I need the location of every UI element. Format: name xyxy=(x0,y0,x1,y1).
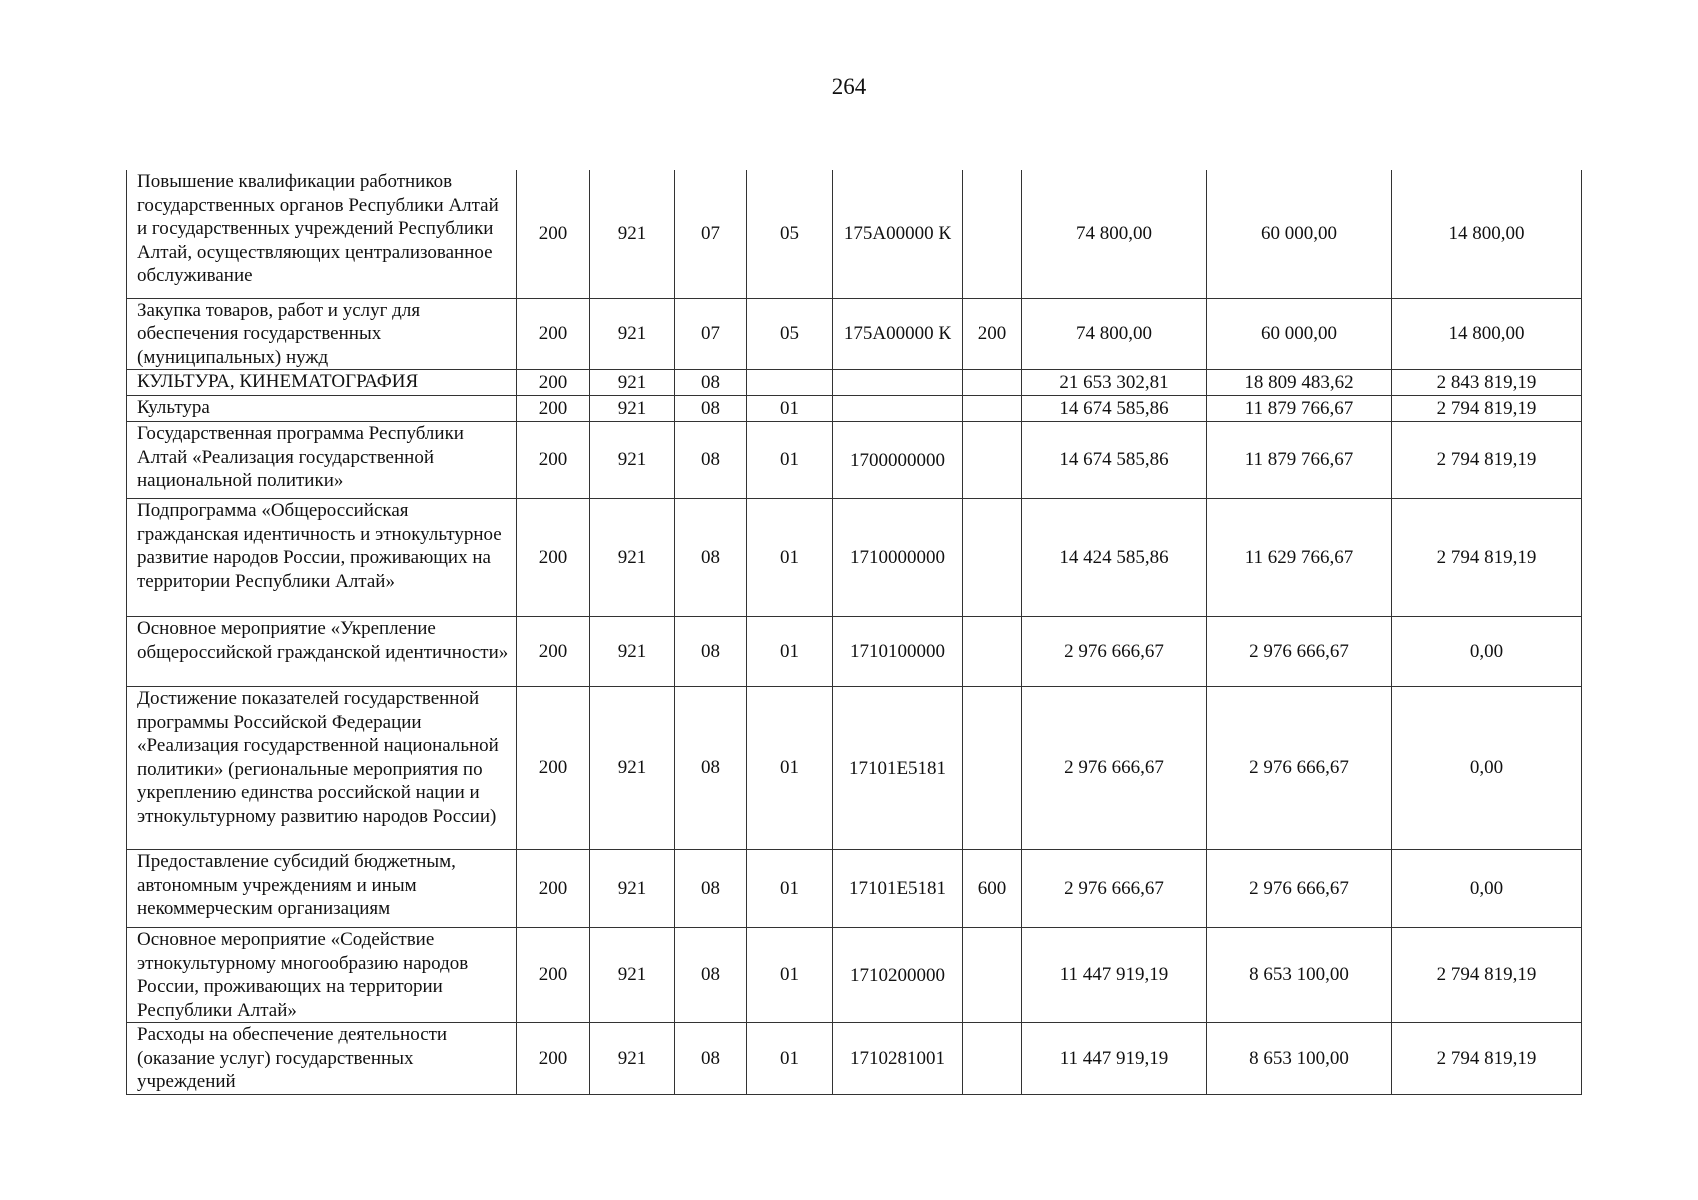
federal-amount: 18 809 483,62 xyxy=(1207,370,1392,396)
total-amount: 14 674 585,86 xyxy=(1022,422,1207,499)
federal-amount: 2 976 666,67 xyxy=(1207,850,1392,928)
table-row xyxy=(127,499,1582,617)
subsection-code: 01 xyxy=(747,928,833,1023)
regional-amount: 2 794 819,19 xyxy=(1392,499,1582,617)
rz-code: 200 xyxy=(517,396,590,422)
target-article-code: 17101E5181 xyxy=(833,687,963,850)
rz-code: 200 xyxy=(517,850,590,928)
total-amount: 14 424 585,86 xyxy=(1022,499,1207,617)
total-amount: 11 447 919,19 xyxy=(1022,1023,1207,1095)
regional-amount: 14 800,00 xyxy=(1392,298,1582,370)
grbs-code: 921 xyxy=(590,422,675,499)
budget-table xyxy=(126,170,1582,1095)
federal-amount: 11 629 766,67 xyxy=(1207,499,1392,617)
total-amount: 11 447 919,19 xyxy=(1022,928,1207,1023)
regional-amount: 2 794 819,19 xyxy=(1392,928,1582,1023)
row-name: Государственная программа Республики Алтай «Реализация государственной национальной политики» xyxy=(127,422,517,499)
grbs-code: 921 xyxy=(590,687,675,850)
expense-type-code: 200 xyxy=(963,298,1022,370)
row-name: Достижение показателей государственной программы Российской Федерации «Реализация государственной национальной политики» (региональные мероприятия по укреплению единства российской нации и этнокультурному развитию народов России) xyxy=(127,687,517,850)
subsection-code xyxy=(747,370,833,396)
section-code: 08 xyxy=(675,422,747,499)
row-name: Предоставление субсидий бюджетным, автономным учреждениям и иным некоммерческим организациям xyxy=(127,850,517,928)
rz-code: 200 xyxy=(517,499,590,617)
subsection-code: 01 xyxy=(747,687,833,850)
row-name: Закупка товаров, работ и услуг для обеспечения государственных (муниципальных) нужд xyxy=(127,298,517,370)
section-code: 08 xyxy=(675,499,747,617)
table-row xyxy=(127,422,1582,499)
rz-code: 200 xyxy=(517,928,590,1023)
subsection-code: 01 xyxy=(747,422,833,499)
regional-amount: 2 794 819,19 xyxy=(1392,422,1582,499)
regional-amount: 2 794 819,19 xyxy=(1392,396,1582,422)
total-amount: 2 976 666,67 xyxy=(1022,850,1207,928)
grbs-code: 921 xyxy=(590,928,675,1023)
target-article-code: 175А00000 К xyxy=(833,298,963,370)
expense-type-code xyxy=(963,617,1022,687)
regional-amount: 0,00 xyxy=(1392,687,1582,850)
section-code: 08 xyxy=(675,370,747,396)
target-article-code: 175А00000 К xyxy=(833,170,963,298)
section-code: 07 xyxy=(675,170,747,298)
federal-amount: 2 976 666,67 xyxy=(1207,617,1392,687)
total-amount: 74 800,00 xyxy=(1022,170,1207,298)
total-amount: 14 674 585,86 xyxy=(1022,396,1207,422)
expense-type-code xyxy=(963,928,1022,1023)
expense-type-code xyxy=(963,396,1022,422)
subsection-code: 01 xyxy=(747,396,833,422)
grbs-code: 921 xyxy=(590,850,675,928)
subsection-code: 05 xyxy=(747,170,833,298)
table-row xyxy=(127,687,1582,850)
section-code: 08 xyxy=(675,687,747,850)
table-row xyxy=(127,928,1582,1023)
total-amount: 2 976 666,67 xyxy=(1022,687,1207,850)
expense-type-code xyxy=(963,687,1022,850)
rz-code: 200 xyxy=(517,617,590,687)
expense-type-code xyxy=(963,370,1022,396)
expense-type-code xyxy=(963,422,1022,499)
total-amount: 74 800,00 xyxy=(1022,298,1207,370)
row-name: Повышение квалификации работников государственных органов Республики Алтай и государственных учреждений Республики Алтай, осуществляющих централизованное обслуживание xyxy=(127,170,517,298)
grbs-code: 921 xyxy=(590,499,675,617)
subsection-code: 01 xyxy=(747,499,833,617)
target-article-code xyxy=(833,396,963,422)
target-article-code: 1710000000 xyxy=(833,499,963,617)
table-row xyxy=(127,170,1582,298)
total-amount: 2 976 666,67 xyxy=(1022,617,1207,687)
federal-amount: 8 653 100,00 xyxy=(1207,928,1392,1023)
grbs-code: 921 xyxy=(590,617,675,687)
expense-type-code xyxy=(963,1023,1022,1095)
rz-code: 200 xyxy=(517,370,590,396)
table-row xyxy=(127,370,1582,396)
federal-amount: 11 879 766,67 xyxy=(1207,422,1392,499)
rz-code: 200 xyxy=(517,422,590,499)
total-amount: 21 653 302,81 xyxy=(1022,370,1207,396)
row-name: Расходы на обеспечение деятельности (оказание услуг) государственных учреждений xyxy=(127,1023,517,1095)
target-article-code xyxy=(833,370,963,396)
grbs-code: 921 xyxy=(590,298,675,370)
section-code: 08 xyxy=(675,850,747,928)
subsection-code: 01 xyxy=(747,1023,833,1095)
regional-amount: 0,00 xyxy=(1392,850,1582,928)
grbs-code: 921 xyxy=(590,370,675,396)
subsection-code: 01 xyxy=(747,850,833,928)
subsection-code: 05 xyxy=(747,298,833,370)
page-number: 264 xyxy=(831,74,867,99)
target-article-code: 1710100000 xyxy=(833,617,963,687)
grbs-code: 921 xyxy=(590,396,675,422)
expense-type-code: 600 xyxy=(963,850,1022,928)
rz-code: 200 xyxy=(517,170,590,298)
rz-code: 200 xyxy=(517,1023,590,1095)
table-row xyxy=(127,298,1582,370)
regional-amount: 0,00 xyxy=(1392,617,1582,687)
rz-code: 200 xyxy=(517,687,590,850)
target-article-code: 1710200000 xyxy=(833,928,963,1023)
table-body xyxy=(127,170,1582,1094)
table-row xyxy=(127,1023,1582,1095)
federal-amount: 60 000,00 xyxy=(1207,298,1392,370)
regional-amount: 2 794 819,19 xyxy=(1392,1023,1582,1095)
grbs-code: 921 xyxy=(590,1023,675,1095)
section-code: 08 xyxy=(675,396,747,422)
table-row xyxy=(127,396,1582,422)
federal-amount: 2 976 666,67 xyxy=(1207,687,1392,850)
section-code: 08 xyxy=(675,1023,747,1095)
row-name: Основное мероприятие «Содействие этнокультурному многообразию народов России, проживающих на территории Республики Алтай» xyxy=(127,928,517,1023)
target-article-code: 17101E5181 xyxy=(833,850,963,928)
target-article-code: 1700000000 xyxy=(833,422,963,499)
rz-code: 200 xyxy=(517,298,590,370)
section-code: 08 xyxy=(675,617,747,687)
subsection-code: 01 xyxy=(747,617,833,687)
federal-amount: 60 000,00 xyxy=(1207,170,1392,298)
section-code: 08 xyxy=(675,928,747,1023)
federal-amount: 8 653 100,00 xyxy=(1207,1023,1392,1095)
table-row xyxy=(127,850,1582,928)
federal-amount: 11 879 766,67 xyxy=(1207,396,1392,422)
table-row xyxy=(127,617,1582,687)
row-name: Основное мероприятие «Укрепление общероссийской гражданской идентичности» xyxy=(127,617,517,687)
regional-amount: 2 843 819,19 xyxy=(1392,370,1582,396)
target-article-code: 1710281001 xyxy=(833,1023,963,1095)
row-name: КУЛЬТУРА, КИНЕМАТОГРАФИЯ xyxy=(127,370,517,396)
regional-amount: 14 800,00 xyxy=(1392,170,1582,298)
expense-type-code xyxy=(963,170,1022,298)
section-code: 07 xyxy=(675,298,747,370)
expense-type-code xyxy=(963,499,1022,617)
grbs-code: 921 xyxy=(590,170,675,298)
row-name: Подпрограмма «Общероссийская гражданская идентичность и этнокультурное развитие народов России, проживающих на территории Республики Алтай» xyxy=(127,499,517,617)
row-name: Культура xyxy=(127,396,517,422)
